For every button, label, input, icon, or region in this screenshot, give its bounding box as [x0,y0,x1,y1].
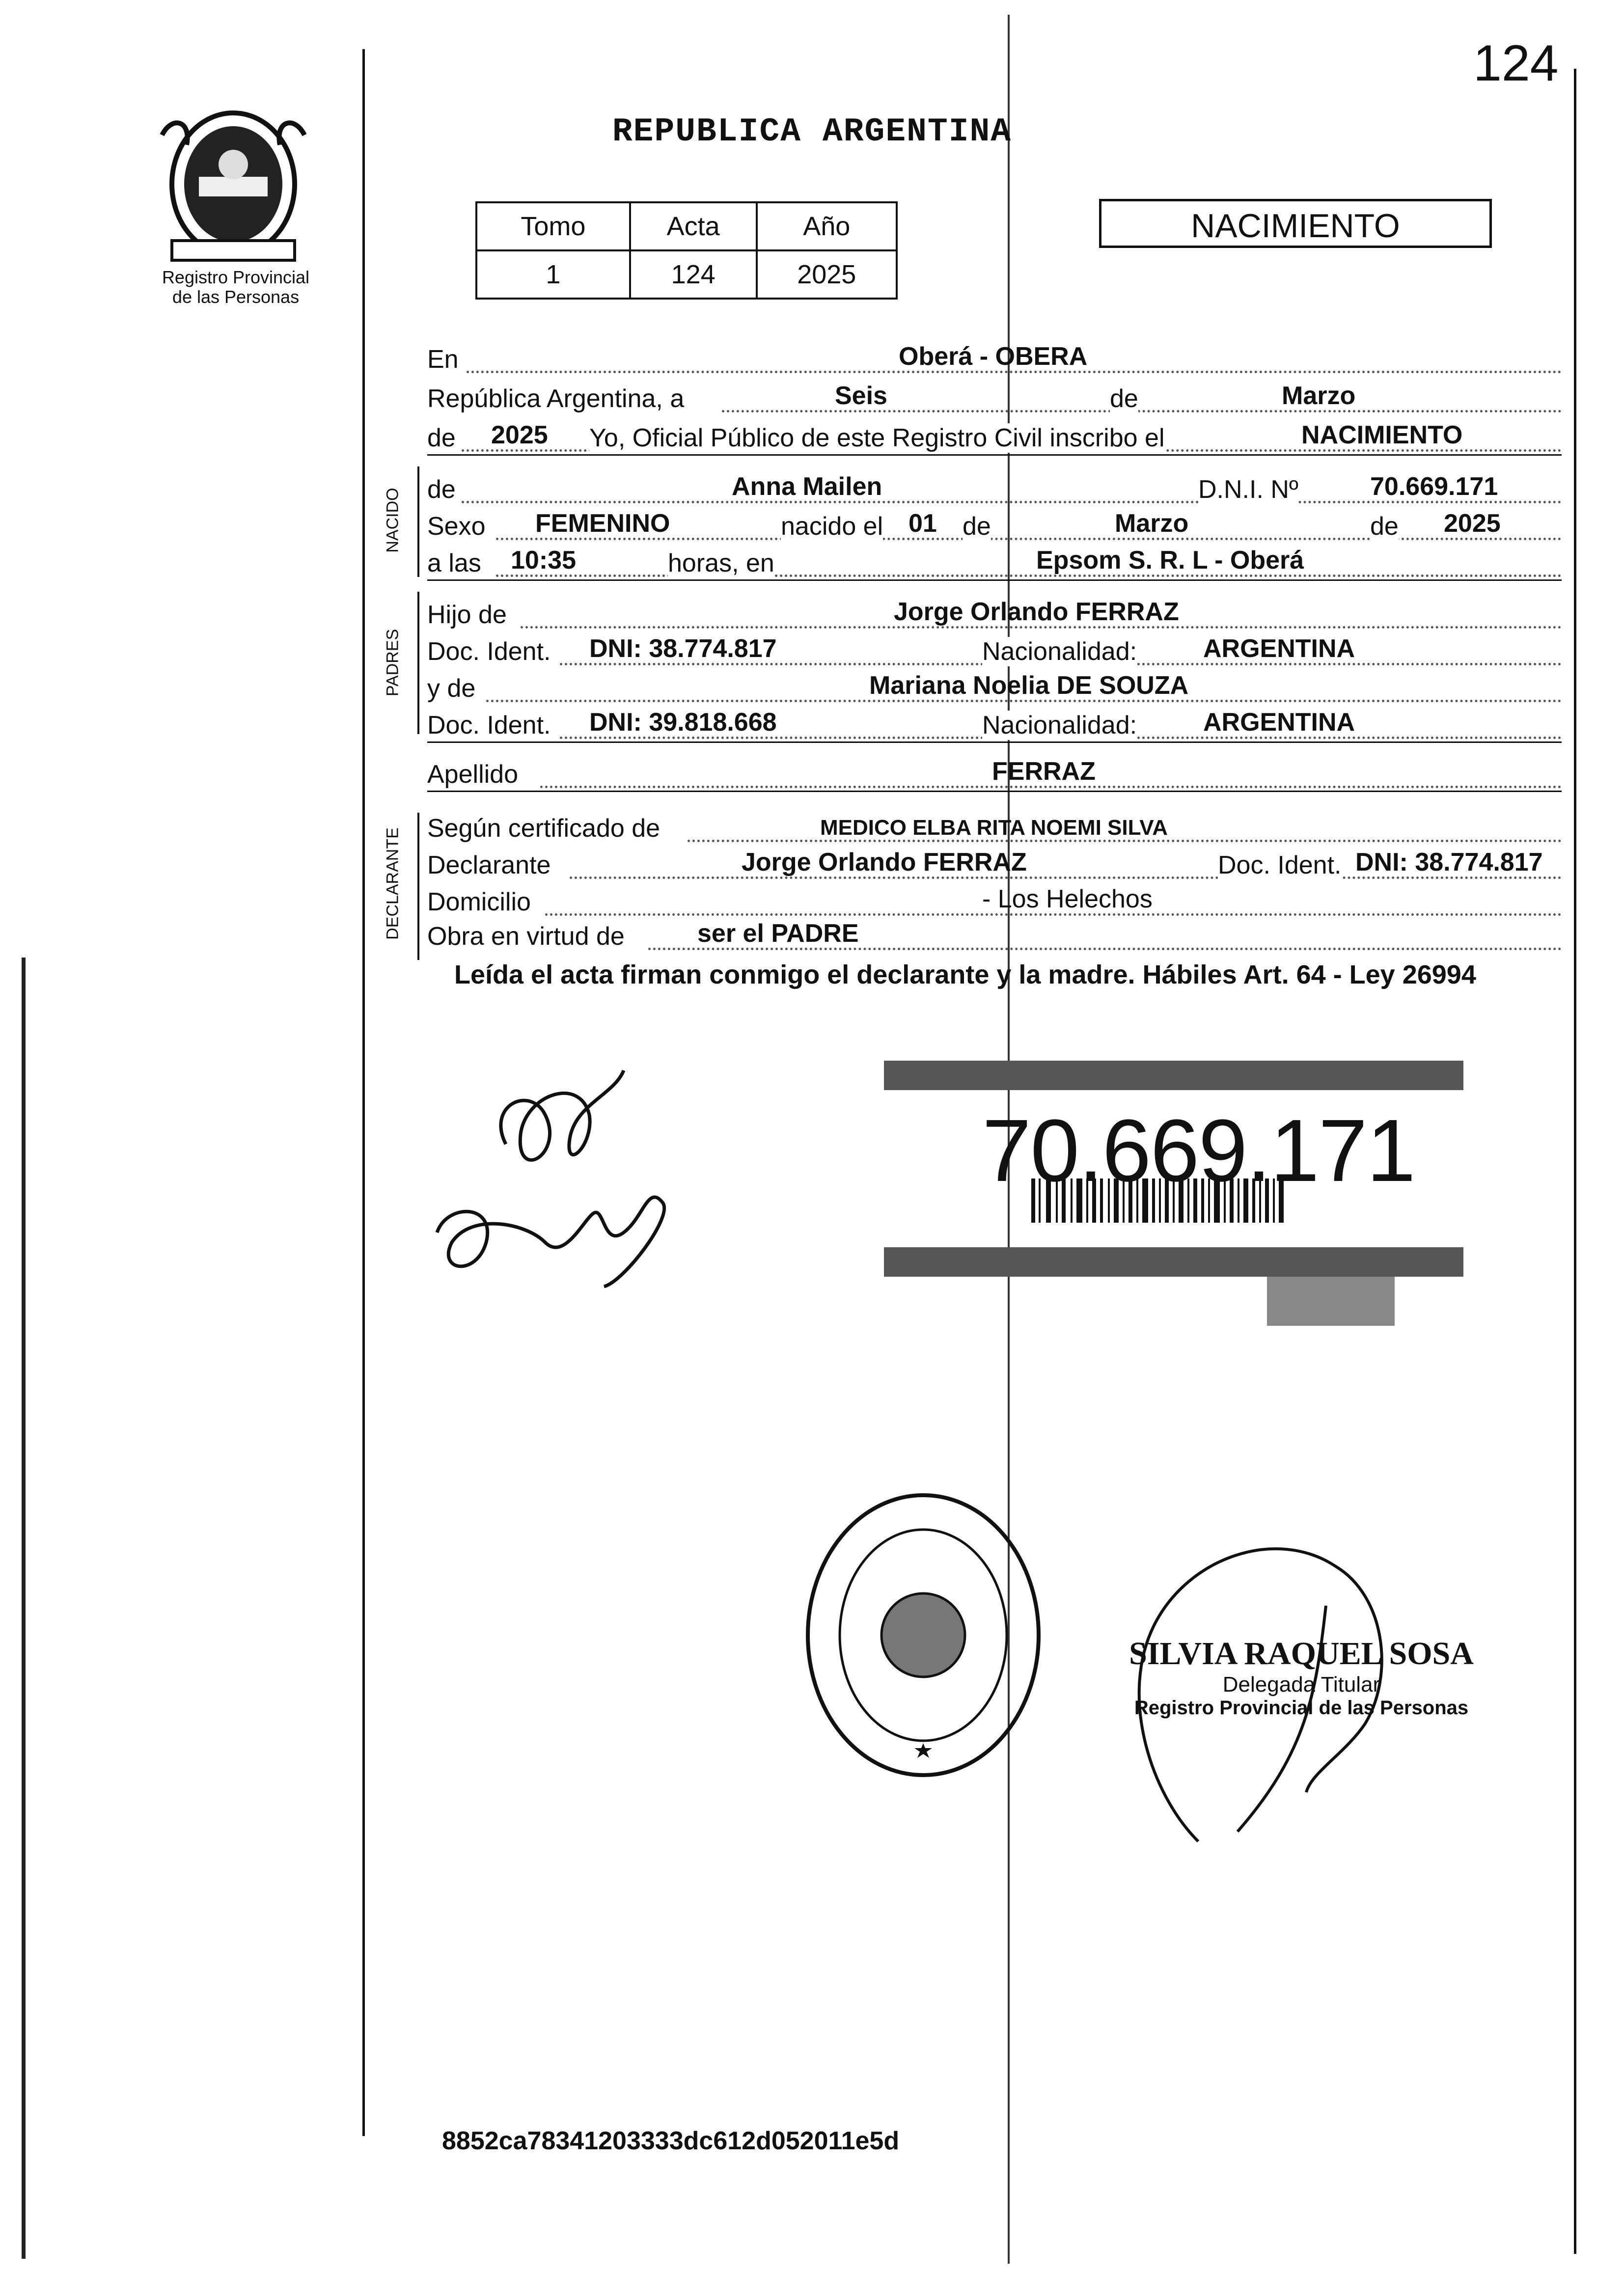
doc-label: Doc. Ident. [427,637,551,666]
row-obra [427,916,1562,955]
birth-day: 01 [908,509,937,538]
declarante-section-label: DECLARANTE [383,827,402,940]
acta-header: Acta [630,202,757,250]
row-apellido [427,754,1562,793]
tomo-value: 1 [476,250,630,299]
signatory-name: SILVIA RAQUEL SOSA [1129,1636,1474,1671]
mother-nationality: ARGENTINA [1203,708,1355,737]
birth-month: Marzo [1115,509,1189,538]
dotted-line [496,575,1562,577]
nacido-bar [417,466,419,577]
year-value: 2025 [491,421,548,449]
row-en [427,339,1562,378]
page-number: 124 [1473,35,1559,92]
apellido-value: FERRAZ [992,757,1096,786]
row-certificado [427,808,1562,847]
father-name: Jorge Orlando FERRAZ [894,598,1179,626]
divider [427,579,1562,581]
nacido-label: nacido el [781,512,883,541]
domicilio-label: Domicilio [427,888,531,916]
province-emblem [152,106,314,263]
right-margin-line [1574,69,1576,2254]
birth-time: 10:35 [511,546,576,575]
row-year [427,417,1562,457]
province-emblem-icon [152,106,314,263]
ano-header: Año [757,202,897,250]
de-label: de [963,512,991,541]
obra-value: ser el PADRE [697,919,859,948]
republica-label: República Argentina, a [427,384,685,413]
day-value: Seis [835,382,887,410]
declarante-doc-label: Doc. Ident. [1218,851,1342,879]
divider [427,791,1562,792]
registry-seal [800,1488,1046,1782]
row-hijo [427,594,1562,633]
acta-table [475,201,898,300]
declarante-label: Declarante [427,851,551,879]
signatory-role: Delegada Titular [1222,1672,1380,1697]
sexo-value: FEMENINO [535,509,670,538]
declarante-bar [417,813,419,960]
inscription-text: Yo, Oficial Público de este Registro Civil inscribo el [589,424,1165,452]
en-label: En [427,345,459,374]
yde-label: y de [427,674,476,703]
padres-section-label: PADRES [383,629,402,697]
acta-value: 124 [630,250,757,299]
row-mother [427,668,1562,707]
en-value: Oberá - OBERA [899,342,1088,371]
birth-place: Epsom S. R. L - Oberá [1036,546,1304,575]
acta-table-header-row [476,202,897,250]
signatory-org: Registro Provincial de las Personas [1134,1697,1469,1719]
registry-label-line2: de las Personas [172,287,300,307]
row-father-doc [427,631,1562,670]
divider [427,741,1562,743]
declarante-doc: DNI: 38.774.817 [1355,848,1543,877]
de-label: de [1370,512,1399,541]
domicilio-value: - Los Helechos [982,885,1153,913]
registry-label [147,268,324,307]
row-nacido-sexo [427,506,1562,545]
padres-bar [417,592,419,734]
row-declarante [427,845,1562,884]
divider [427,454,1562,456]
reading-note: Leída el acta firman conmigo el declarante y la madre. Hábiles Art. 64 - Ley 26994 [454,960,1476,989]
document-hash: 8852ca78341203333dc612d052011e5d [442,2127,900,2155]
registry-label-line1: Registro Provincial [162,267,310,287]
ano-value: 2025 [757,250,897,299]
acta-table-value-row [476,250,897,299]
registry-seal-icon [800,1488,1046,1782]
dni-label: D.N.I. Nº [1198,475,1298,504]
nacionalidad-label: Nacionalidad: [982,711,1137,740]
hijo-label: Hijo de [427,601,507,629]
barcode-block [884,1051,1473,1336]
nacido-section-label: NACIDO [383,488,402,553]
signatory-block [1100,1635,1503,1719]
document-title: REPUBLICA ARGENTINA [612,113,1012,151]
apellido-label: Apellido [427,760,519,789]
nacionalidad-label: Nacionalidad: [982,637,1137,666]
document-type-box: NACIMIENTO [1099,199,1492,248]
obra-label: Obra en virtud de [427,922,625,951]
father-doc: DNI: 38.774.817 [589,634,777,663]
horas-label: horas, en [668,549,774,577]
child-dni: 70.669.171 [1370,472,1498,501]
row-domicilio [427,881,1562,921]
de-label: de [1110,384,1138,413]
sexo-label: Sexo [427,512,486,541]
signature-declarante-icon [417,1056,692,1311]
left-edge-mark [22,958,26,2259]
certificado-value: MEDICO ELBA RITA NOEMI SILVA [820,816,1168,840]
event-value: NACIMIENTO [1301,421,1463,449]
left-margin-line [362,49,365,2136]
barcode-number: 70.669.171 [982,1101,1415,1200]
tomo-header: Tomo [476,202,630,250]
mother-name: Mariana Noelia DE SOUZA [869,671,1189,700]
alas-label: a las [427,549,481,577]
child-name: Anna Mailen [732,472,882,501]
mother-doc: DNI: 39.818.668 [589,708,777,737]
de-label: de [427,424,456,452]
father-nationality: ARGENTINA [1203,634,1355,663]
row-mother-doc [427,705,1562,744]
doc-label: Doc. Ident. [427,711,551,740]
row-republica [427,378,1562,417]
declarante-name: Jorge Orlando FERRAZ [742,848,1027,877]
row-nacido-time [427,543,1562,582]
month-value: Marzo [1282,382,1356,410]
birth-year: 2025 [1444,509,1501,538]
row-nacido-name [427,469,1562,508]
de-label: de [427,475,456,504]
certificado-label: Según certificado de [427,814,661,843]
